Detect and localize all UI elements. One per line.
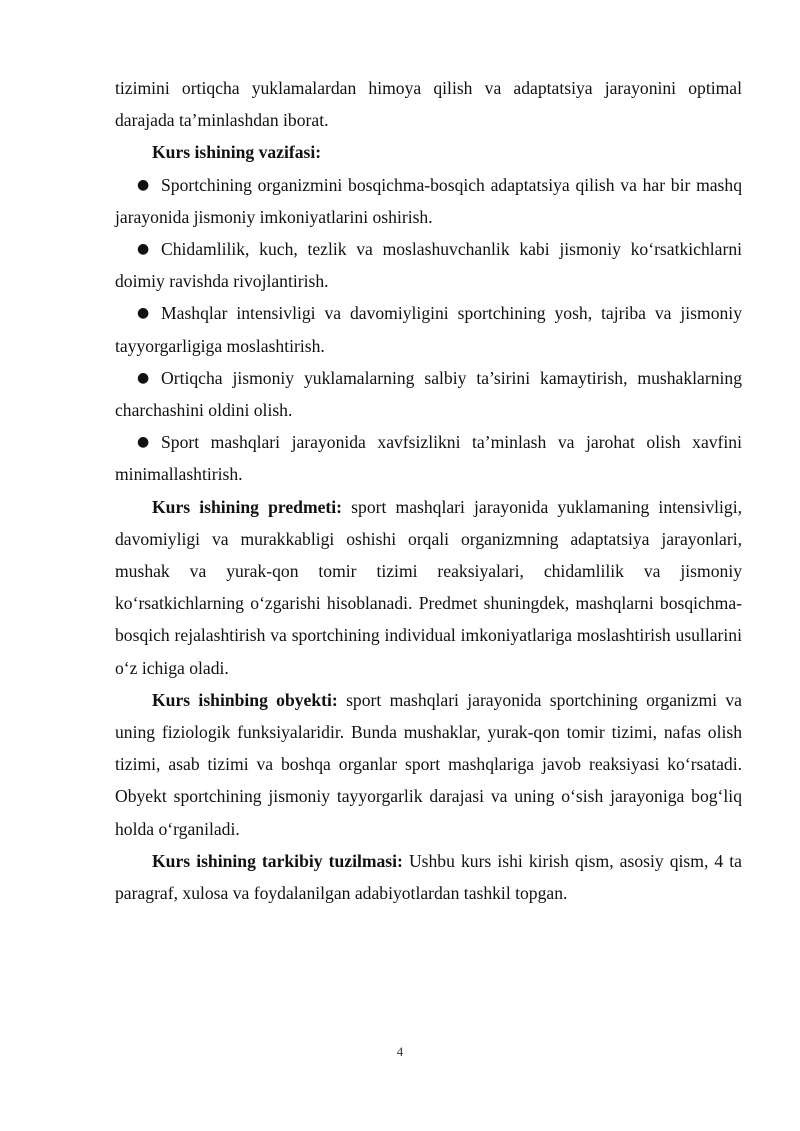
structure-label: Kurs ishining tarkibiy tuzilmasi: [152, 850, 403, 871]
subject-paragraph [115, 491, 742, 684]
structure-text: Ushbu kurs ishi kirish qism, asosiy qism, 4 ta paragraf, xulosa va foydalanilgan adabiyotlardan tashkil topgan. [115, 850, 742, 904]
structure-paragraph [115, 845, 742, 909]
task-list-item [115, 297, 742, 361]
task-item-text: Mashqlar intensivligi va davomiyligini sportchining yosh, tajriba va jismoniy tayyorgarligiga moslashtirish. [115, 303, 742, 356]
bullet-dot-icon: ● [137, 176, 150, 193]
bullet-dot-icon: ● [137, 369, 150, 386]
page-number: 4 [396, 1044, 404, 1059]
task-item-text: Chidamlilik, kuch, tezlik va moslashuvchanlik kabi jismoniy ko‘rsatkichlarni doimiy ravishda rivojlantirish. [115, 239, 742, 292]
tasks-heading: Kurs ishining vazifasi: [152, 142, 322, 163]
subject-text: sport mashqlari jarayonida yuklamaning intensivligi, davomiyligi va murakkabligi oshishi orqali organizmning adaptatsiya jarayonlari, mushak va yurak-qon tomir tizimi reaksiyalari, chidamlilik va jismoniy ko‘rsatkichlarning o‘zgarishi hisoblanadi. Predmet shuningdek, mashqlarni bosqichma-bosqich rejalashtirish va sportchining individual imkoniyatlariga moslashtirish usullarini o‘z ichiga oladi. [115, 496, 742, 678]
subject-label: Kurs ishining predmeti: [152, 496, 343, 517]
object-text: sport mashqlari jarayonida sportchining organizmi va uning fiziologik funksiyalaridir. Bunda mushaklar, yurak-qon tomir tizimi, nafas olish tizimi, asab tizimi va boshqa organlar sport mashqlariga javob reaksiyasi ko‘rsatadi. Obyekt sportchining jismoniy tayyorgarlik darajasi va uning o‘sish jarayoniga bog‘liq holda o‘rganiladi. [115, 689, 742, 839]
task-list-item [115, 362, 742, 426]
task-item-text: Sport mashqlari jarayonida xavfsizlikni ta’minlash va jarohat olish xavfini minimallashtirish. [115, 432, 742, 485]
bullet-dot-icon: ● [137, 434, 150, 451]
task-list-item [115, 169, 742, 233]
task-list-item [115, 233, 742, 297]
task-item-text: Sportchining organizmini bosqichma-bosqich adaptatsiya qilish va har bir mashq jarayonida jismoniy imkoniyatlarini oshirish. [115, 174, 742, 227]
object-paragraph [115, 684, 742, 845]
task-list-item [115, 426, 742, 490]
bullet-dot-icon: ● [137, 305, 150, 322]
intro-continuation-paragraph: tizimini ortiqcha yuklamalardan himoya qilish va adaptatsiya jarayonini optimal darajada ta’minlashdan iborat. [115, 78, 742, 131]
task-item-text: Ortiqcha jismoniy yuklamalarning salbiy ta’sirini kamaytirish, mushaklarning charchashini oldini olish. [115, 367, 742, 421]
page-body [115, 72, 742, 909]
object-label: Kurs ishinbing obyekti: [152, 689, 338, 710]
bullet-dot-icon: ● [137, 241, 150, 258]
